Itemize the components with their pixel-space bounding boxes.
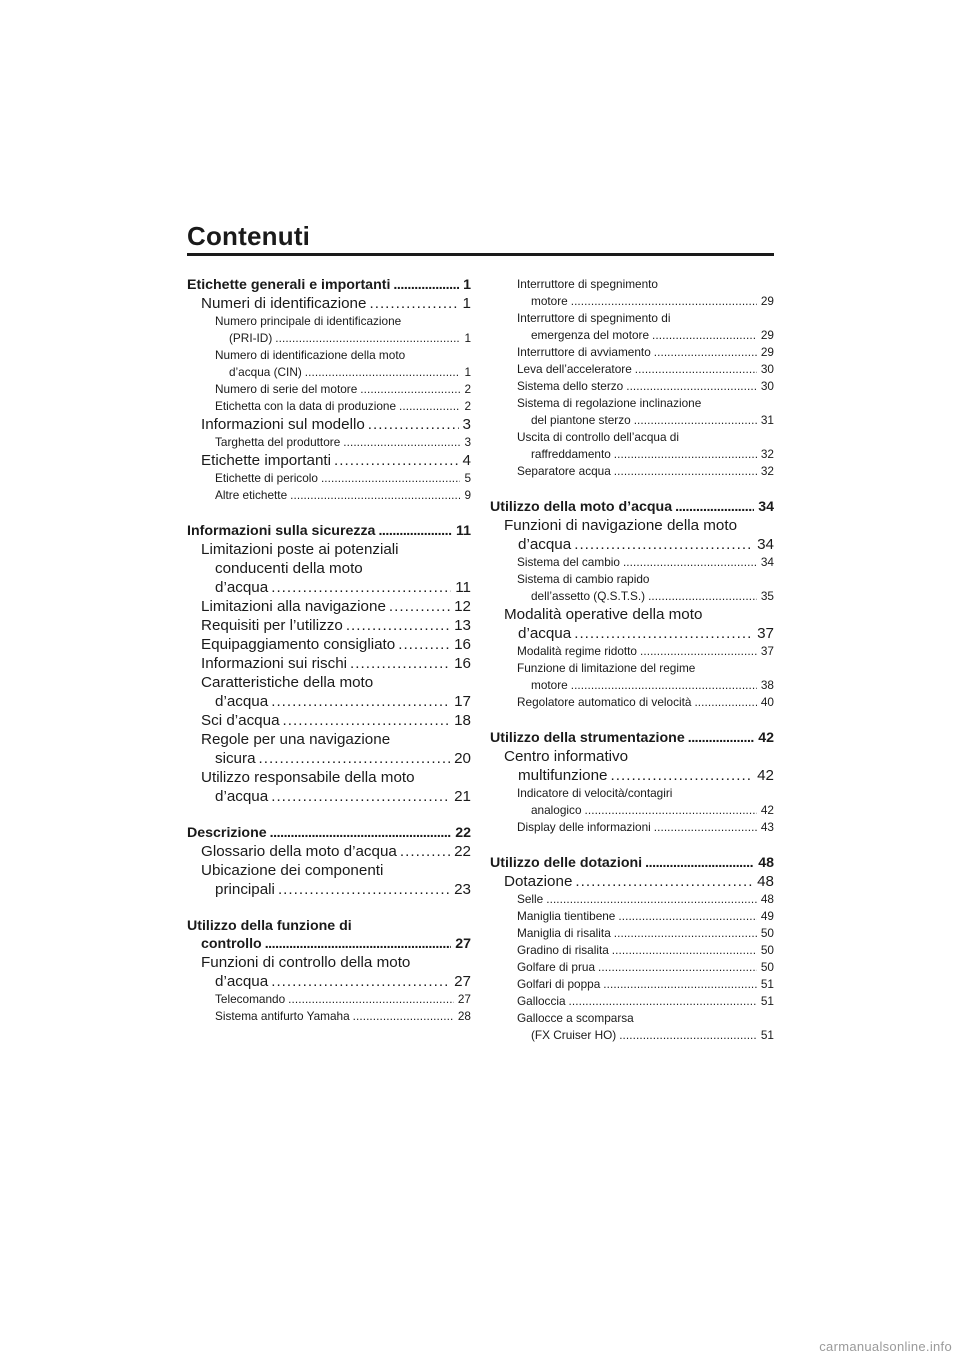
toc-entry-text: Centro informativo	[504, 748, 629, 765]
toc-entry[interactable]	[187, 522, 471, 540]
toc-entry-text: Targhetta del produttore	[215, 435, 341, 449]
toc-entry-text: Requisiti per l’utilizzo	[201, 617, 343, 634]
toc-entry-text: Descrizione	[187, 825, 267, 841]
dot-leader	[574, 535, 753, 554]
toc-entry-text: d’acqua (CIN)	[229, 365, 302, 379]
dot-leader	[389, 597, 450, 616]
dot-leader	[574, 624, 753, 643]
toc-entry-text: conducenti della moto	[215, 560, 363, 577]
toc-entry-text: Leva dell’acceleratore	[517, 362, 632, 376]
toc-entry-text: Galloccia	[517, 994, 566, 1008]
page-number: 16	[454, 655, 471, 672]
page-number: 37	[760, 644, 774, 658]
dot-leader	[546, 891, 757, 908]
toc-entry-text: Sistema di cambio rapido	[517, 572, 650, 586]
page-number: 43	[760, 820, 774, 834]
toc-entry-text: Utilizzo della funzione di	[187, 918, 352, 934]
toc-entry[interactable]	[187, 616, 471, 635]
toc-entry-text: principali	[215, 881, 275, 898]
dot-leader	[350, 654, 450, 673]
page-number: 1	[462, 295, 471, 312]
dot-leader	[598, 959, 757, 976]
page-number: 28	[457, 1009, 471, 1023]
toc-entry-text: Limitazioni alla navigazione	[201, 598, 386, 615]
title-rule	[187, 253, 774, 256]
toc-entry-text: Maniglia tientibene	[517, 909, 616, 923]
dot-leader	[614, 446, 757, 463]
toc-entry-text: motore	[531, 678, 568, 692]
page-number: 38	[760, 678, 774, 692]
toc-entry-text: Selle	[517, 892, 544, 906]
toc-entry[interactable]	[187, 540, 471, 597]
toc-entry[interactable]	[490, 959, 774, 976]
toc-entry-text: Numeri di identificazione	[201, 295, 367, 312]
dot-leader	[368, 415, 459, 434]
dot-leader	[343, 434, 460, 451]
dot-leader	[635, 361, 757, 378]
toc-entry-text: Numero di identificazione della moto	[215, 348, 406, 362]
page-number: 22	[455, 825, 471, 841]
dot-leader	[271, 787, 450, 806]
page-number: 16	[454, 636, 471, 653]
toc-entry[interactable]	[490, 378, 774, 395]
toc-entry-text: d’acqua	[518, 536, 572, 553]
toc-entry-text: multifunzione	[518, 767, 608, 784]
toc-entry[interactable]	[490, 1010, 774, 1044]
toc-entry-text: Glossario della moto d’acqua	[201, 843, 397, 860]
toc-entry-text: Regole per una navigazione	[201, 731, 391, 748]
toc-entry-text: Etichette importanti	[201, 452, 331, 469]
toc-entry-text: Utilizzo delle dotazioni	[490, 855, 643, 871]
toc-entry-text: Interruttore di avviamento	[517, 345, 651, 359]
page-title: Contenuti	[187, 221, 311, 251]
toc-entry[interactable]	[490, 976, 774, 993]
toc-entry-text: Separatore acqua	[517, 464, 611, 478]
toc-entry-text: Sistema del cambio	[517, 555, 620, 569]
toc-entry[interactable]	[187, 861, 471, 899]
toc-entry-text: Etichetta con la data di produzione	[215, 399, 397, 413]
dot-leader	[688, 729, 755, 747]
toc-entry[interactable]	[490, 498, 774, 516]
toc-entry-text: (FX Cruiser HO)	[531, 1028, 617, 1042]
dot-leader	[378, 522, 452, 540]
page-number: 40	[760, 695, 774, 709]
toc-entry-text: Limitazioni poste ai potenziali	[201, 541, 399, 558]
dot-leader	[603, 976, 757, 993]
page-number: 22	[454, 843, 471, 860]
dot-leader	[612, 942, 757, 959]
section-gap	[187, 806, 471, 824]
page-number: 1	[464, 365, 471, 379]
toc-entry[interactable]	[187, 597, 471, 616]
toc-entry[interactable]	[187, 842, 471, 861]
page-number: 49	[760, 909, 774, 923]
toc-entry-text: Gradino di risalita	[517, 943, 609, 957]
page-number: 29	[760, 294, 774, 308]
toc-entry-text: d’acqua	[518, 625, 572, 642]
toc-entry[interactable]	[490, 747, 774, 785]
toc-entry-text: Interruttore di spegnimento	[517, 277, 658, 291]
toc-entry-text: Informazioni sulla sicurezza	[187, 523, 376, 539]
dot-leader	[694, 694, 756, 711]
toc-entry[interactable]	[187, 654, 471, 673]
toc-entry-text: Uscita di controllo dell’acqua di	[517, 430, 679, 444]
toc-entry[interactable]	[490, 993, 774, 1010]
dot-leader	[305, 364, 461, 381]
toc-entry-text: Indicatore di velocità/contagiri	[517, 786, 673, 800]
toc-entry[interactable]	[490, 785, 774, 819]
toc-entry-text: Utilizzo della moto d’acqua	[490, 499, 673, 515]
toc-entry-text: Sci d’acqua	[201, 712, 280, 729]
dot-leader	[271, 578, 451, 597]
page-number: 34	[758, 499, 774, 515]
toc-entry-text: Caratteristiche della moto	[201, 674, 374, 691]
page-number: 31	[760, 413, 774, 427]
toc-entry-text: Gallocce a scomparsa	[517, 1011, 634, 1025]
dot-leader	[619, 1027, 757, 1044]
page-number: 20	[454, 750, 471, 767]
toc-entry[interactable]	[490, 694, 774, 711]
page-number: 1	[463, 277, 471, 293]
page-number: 18	[454, 712, 471, 729]
toc-entry[interactable]	[490, 891, 774, 908]
section-gap	[187, 504, 471, 522]
toc-entry[interactable]	[490, 361, 774, 378]
toc-entry[interactable]	[187, 451, 471, 470]
toc-entry-text: Ubicazione dei componenti	[201, 862, 384, 879]
page-number: 23	[454, 881, 471, 898]
dot-leader	[575, 872, 753, 891]
page-number: 11	[456, 523, 471, 539]
section-gap	[187, 899, 471, 917]
dot-leader	[400, 842, 450, 861]
dot-leader	[652, 327, 757, 344]
toc-entry-text: sicura	[215, 750, 256, 767]
page-number: 2	[464, 399, 471, 413]
page-number: 50	[760, 960, 774, 974]
toc-entry-text: Utilizzo responsabile della moto	[201, 769, 415, 786]
toc-entry[interactable]	[187, 730, 471, 768]
page-number: 32	[760, 447, 774, 461]
toc-entry[interactable]	[187, 991, 471, 1008]
page-number: 4	[462, 452, 471, 469]
page-number: 12	[454, 598, 471, 615]
toc-entry-text: raffreddamento	[531, 447, 611, 461]
toc-entry[interactable]	[490, 516, 774, 554]
toc-entry[interactable]	[490, 605, 774, 643]
dot-leader	[265, 935, 452, 953]
toc-entry-text: Sistema antifurto Yamaha	[215, 1009, 350, 1023]
toc-entry-text: Equipaggiamento consigliato	[201, 636, 396, 653]
toc-entry-text: controllo	[201, 936, 262, 952]
dot-leader	[334, 451, 459, 470]
toc-entry[interactable]	[187, 470, 471, 487]
toc-entry[interactable]	[490, 872, 774, 891]
page-number: 42	[760, 803, 774, 817]
dot-leader	[618, 908, 757, 925]
dot-leader	[278, 880, 450, 899]
dot-leader	[283, 711, 451, 730]
toc-left-column	[187, 276, 471, 1025]
dot-leader	[675, 498, 754, 516]
toc-entry[interactable]	[187, 711, 471, 730]
dot-leader	[571, 677, 757, 694]
toc-entry[interactable]	[187, 824, 471, 842]
section-gap	[490, 480, 774, 498]
page-number: 3	[462, 416, 471, 433]
toc-entry-text: Modalità regime ridotto	[517, 644, 637, 658]
page-number: 48	[760, 892, 774, 906]
toc-entry-text: Etichette generali e importanti	[187, 277, 391, 293]
toc-entry[interactable]	[187, 434, 471, 451]
dot-leader	[271, 972, 450, 991]
page-number: 48	[757, 873, 774, 890]
toc-entry-text: Altre etichette	[215, 488, 288, 502]
dot-leader	[648, 588, 757, 605]
dot-leader	[275, 330, 460, 347]
page-number: 27	[455, 936, 471, 952]
section-gap	[490, 836, 774, 854]
dot-leader	[346, 616, 450, 635]
toc-entry[interactable]	[187, 768, 471, 806]
dot-leader	[654, 344, 757, 361]
page-number: 51	[760, 1028, 774, 1042]
page-number: 48	[758, 855, 774, 871]
toc-entry-text: Utilizzo della strumentazione	[490, 730, 685, 746]
toc-entry[interactable]	[490, 643, 774, 660]
toc-entry[interactable]	[187, 398, 471, 415]
toc-entry-text: Sistema dello sterzo	[517, 379, 624, 393]
dot-leader	[626, 378, 757, 395]
toc-entry-text: Display delle informazioni	[517, 820, 651, 834]
toc-entry[interactable]	[490, 571, 774, 605]
toc-entry[interactable]	[490, 463, 774, 480]
toc-entry-text: del piantone sterzo	[531, 413, 631, 427]
toc-entry-text: Informazioni sul modello	[201, 416, 365, 433]
dot-leader	[259, 749, 451, 768]
toc-entry-text: (PRI-ID)	[229, 331, 273, 345]
dot-leader	[569, 993, 757, 1010]
dot-leader	[623, 554, 757, 571]
dot-leader	[360, 381, 460, 398]
toc-entry[interactable]	[187, 347, 471, 381]
page-number: 27	[457, 992, 471, 1006]
dot-leader	[654, 819, 757, 836]
watermark: carmanualsonline.info	[819, 1339, 952, 1354]
page-number: 30	[760, 379, 774, 393]
toc-entry-text: d’acqua	[215, 579, 269, 596]
page-number: 42	[757, 767, 774, 784]
toc-entry-text: analogico	[531, 803, 582, 817]
toc-entry[interactable]	[490, 660, 774, 694]
toc-entry[interactable]	[187, 917, 471, 953]
dot-leader	[353, 1008, 454, 1025]
page-number: 34	[760, 555, 774, 569]
page-number: 50	[760, 943, 774, 957]
toc-entry[interactable]	[490, 819, 774, 836]
dot-leader	[611, 766, 754, 785]
dot-leader	[369, 294, 458, 313]
page-number: 27	[454, 973, 471, 990]
dot-leader	[614, 463, 757, 480]
toc-entry[interactable]	[490, 276, 774, 310]
toc-entry-text: Sistema di regolazione inclinazione	[517, 396, 702, 410]
toc-entry-text: Informazioni sui rischi	[201, 655, 348, 672]
toc-entry[interactable]	[187, 313, 471, 347]
dot-leader	[271, 692, 450, 711]
toc-entry[interactable]	[187, 673, 471, 711]
page-number: 51	[760, 977, 774, 991]
section-gap	[490, 711, 774, 729]
toc-entry-text: Numero principale di identificazione	[215, 314, 402, 328]
page-number: 2	[464, 382, 471, 396]
toc-entry[interactable]	[187, 415, 471, 434]
toc-entry-text: Dotazione	[504, 873, 573, 890]
page-number: 5	[464, 471, 471, 485]
dot-leader	[571, 293, 757, 310]
toc-entry[interactable]	[490, 729, 774, 747]
toc-entry[interactable]	[187, 487, 471, 504]
toc-entry-text: Golfari di poppa	[517, 977, 601, 991]
toc-entry[interactable]	[187, 1008, 471, 1025]
toc-entry[interactable]	[187, 276, 471, 294]
dot-leader	[290, 487, 460, 504]
toc-entry-text: emergenza del motore	[531, 328, 650, 342]
toc-entry[interactable]	[490, 429, 774, 463]
toc-entry-text: Regolatore automatico di velocità	[517, 695, 692, 709]
page-number: 35	[760, 589, 774, 603]
toc-entry-text: motore	[531, 294, 568, 308]
dot-leader	[645, 854, 754, 872]
page-number: 1	[464, 331, 471, 345]
page-number: 29	[760, 345, 774, 359]
toc-entry-text: Maniglia di risalita	[517, 926, 611, 940]
toc-entry[interactable]	[490, 310, 774, 344]
dot-leader	[398, 635, 450, 654]
toc-entry[interactable]	[490, 554, 774, 571]
page-number: 9	[464, 488, 471, 502]
page-number: 3	[464, 435, 471, 449]
toc-entry[interactable]	[490, 925, 774, 942]
page-number: 21	[454, 788, 471, 805]
dot-leader	[640, 643, 757, 660]
dot-leader	[270, 824, 452, 842]
toc-entry-text: Modalità operative della moto	[504, 606, 703, 623]
page-number: 32	[760, 464, 774, 478]
toc-entry-text: d’acqua	[215, 693, 269, 710]
toc-entry-text: Telecomando	[215, 992, 286, 1006]
toc-entry-text: Interruttore di spegnimento di	[517, 311, 671, 325]
toc-entry[interactable]	[490, 854, 774, 872]
toc-entry[interactable]	[187, 635, 471, 654]
page-number: 29	[760, 328, 774, 342]
page-number: 34	[757, 536, 774, 553]
toc-entry-text: Funzioni di controllo della moto	[201, 954, 411, 971]
toc-right-column	[490, 276, 774, 1044]
toc-entry-text: Funzione di limitazione del regime	[517, 661, 696, 675]
toc-entry-text: Funzioni di navigazione della moto	[504, 517, 738, 534]
dot-leader	[399, 398, 460, 415]
dot-leader	[634, 412, 757, 429]
toc-entry-text: Etichette di pericolo	[215, 471, 318, 485]
toc-entry-text: d’acqua	[215, 788, 269, 805]
page-number: 17	[454, 693, 471, 710]
toc-entry[interactable]	[490, 908, 774, 925]
toc-entry[interactable]	[490, 395, 774, 429]
dot-leader	[288, 991, 454, 1008]
dot-leader	[321, 470, 460, 487]
toc-entry[interactable]	[187, 294, 471, 313]
toc-entry[interactable]	[490, 942, 774, 959]
page-number: 50	[760, 926, 774, 940]
toc-entry-text: d’acqua	[215, 973, 269, 990]
page-number: 51	[760, 994, 774, 1008]
toc-entry-text: Numero di serie del motore	[215, 382, 358, 396]
toc-entry[interactable]	[490, 344, 774, 361]
dot-leader	[393, 276, 459, 294]
dot-leader	[585, 802, 757, 819]
page-number: 42	[758, 730, 774, 746]
toc-entry[interactable]	[187, 381, 471, 398]
page-number: 11	[455, 579, 471, 596]
toc-entry-text: Golfare di prua	[517, 960, 596, 974]
page-number: 13	[454, 617, 471, 634]
page-number: 37	[757, 625, 774, 642]
toc-entry[interactable]	[187, 953, 471, 991]
toc-entry-text: dell’assetto (Q.S.T.S.)	[531, 589, 646, 603]
page-number: 30	[760, 362, 774, 376]
dot-leader	[614, 925, 757, 942]
